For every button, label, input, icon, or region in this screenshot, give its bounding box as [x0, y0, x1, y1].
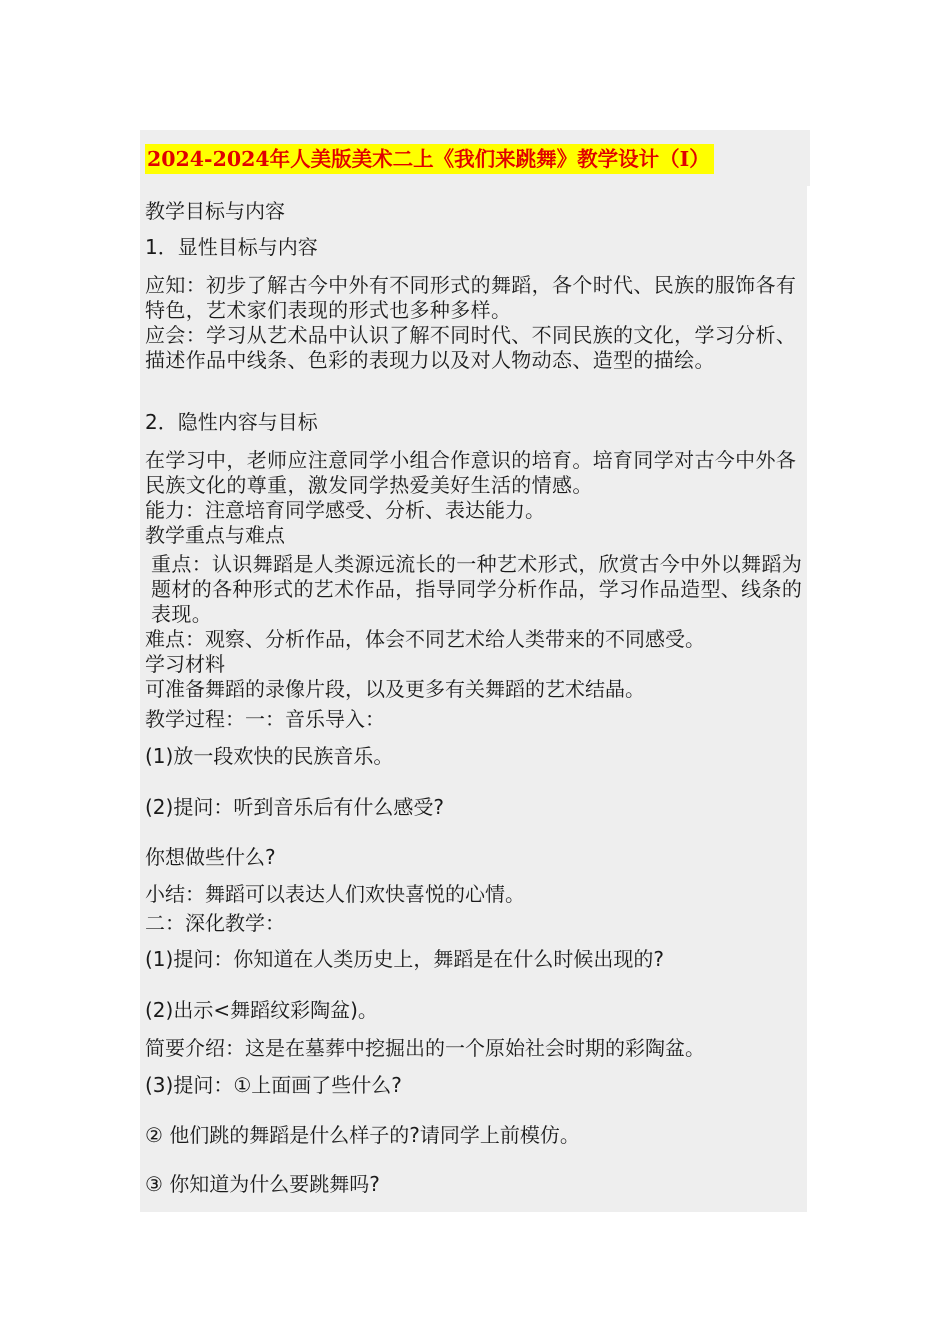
heading-materials: 学习材料	[145, 652, 225, 676]
heading-goals: 教学目标与内容	[145, 199, 285, 223]
heading-process: 教学过程：一：音乐导入：	[145, 707, 385, 731]
step1-summary: 小结：舞蹈可以表达人们欢快喜悦的心情。	[145, 882, 525, 906]
step1-item3: 你想做些什么?	[145, 845, 276, 869]
document-title: 2024-2024年人美版美术二上《我们来跳舞》教学设计（I）	[145, 144, 714, 174]
paragraph-key-point: 重点：认识舞蹈是人类源远流长的一种艺术形式，欣赏古今中外以舞蹈为题材的各种形式的艺术作品，指导同学分析作品，学习作品造型、线条的表现。	[151, 552, 803, 626]
step2-item2: (2)出示<舞蹈纹彩陶盆)。	[145, 998, 378, 1022]
paragraph-ability: 能力：注意培育同学感受、分析、表达能力。	[145, 498, 545, 522]
step2-intro: 简要介绍：这是在墓葬中挖掘出的一个原始社会时期的彩陶盆。	[145, 1036, 705, 1060]
paragraph-difficulty: 难点：观察、分析作品，体会不同艺术给人类带来的不同感受。	[145, 627, 705, 651]
step2-item3: (3)提问：①上面画了些什么?	[145, 1073, 402, 1097]
step2-item3c: ③ 你知道为什么要跳舞吗?	[145, 1172, 380, 1196]
heading-explicit: 1．显性目标与内容	[145, 235, 318, 259]
paragraph-implicit: 在学习中，老师应注意同学小组合作意识的培育。培育同学对古今中外各民族文化的尊重，激发同学热爱美好生活的情感。	[145, 448, 797, 497]
step1-item2: (2)提问：听到音乐后有什么感受?	[145, 795, 444, 819]
step2-item3b: ② 他们跳的舞蹈是什么样子的?请同学上前模仿。	[145, 1123, 580, 1147]
heading-key-points: 教学重点与难点	[145, 523, 285, 547]
step2-item1: (1)提问：你知道在人类历史上，舞蹈是在什么时候出现的?	[145, 947, 664, 971]
paragraph-explicit-can: 应会：学习从艺术品中认识了解不同时代、不同民族的文化，学习分析、描述作品中线条、色彩的表现力以及对人物动态、造型的描绘。	[145, 323, 797, 372]
paragraph-materials: 可准备舞蹈的录像片段，以及更多有关舞蹈的艺术结晶。	[145, 677, 645, 701]
paragraph-explicit-know: 应知：初步了解古今中外有不同形式的舞蹈，各个时代、民族的服饰各有特色，艺术家们表现的形式也多种多样。	[145, 273, 797, 322]
heading-section2: 二：深化教学：	[145, 911, 285, 935]
heading-implicit: 2．隐性内容与目标	[145, 410, 318, 434]
step1-item1: (1)放一段欢快的民族音乐。	[145, 744, 394, 768]
